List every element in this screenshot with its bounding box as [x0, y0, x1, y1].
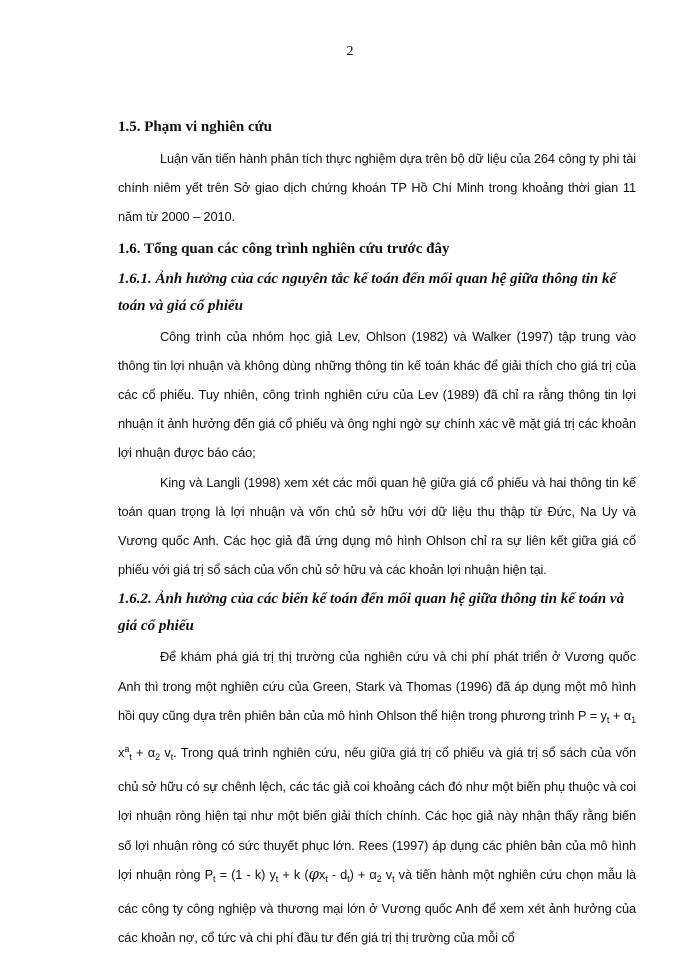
section-heading-1-6-2: 1.6.2. Ảnh hưởng của các biến kế toán đến mối quan hệ giữa thông tin kế toán và giá cổ phiếu: [118, 591, 625, 635]
section-heading-1-5: 1.5. Phạm vi nghiên cứu: [118, 119, 273, 135]
phi-symbol: φ: [308, 864, 319, 883]
document-body: [118, 116, 636, 952]
section-heading-1-6: 1.6. Tổng quan các công trình nghiên cứu trước đây: [118, 240, 450, 257]
section-1-6-2-paragraph: Để khám phá giá trị thị trường của nghiên cứu và chi phí phát triển ở Vương quốc Anh thì trong một nghiên cứu của Green, Stark và Thomas (1996) đã áp dụng một mô hình hồi quy cũng dựa trên phiên bản của mô hình Ohlson thể hiện trong phương trình $P = y_t + \alpha_1$ $x^a_t + \alpha_2$ $v_t$. Trong quá trình nghiên cứu, nếu giữa giá trị cổ phiếu và giá trị sổ sách của vốn chủ sở hữu có sự chênh lệch, các tác giả coi khoảng cách đó như một biến phụ thuộc và coi lợi nhuận ròng hiện tại như một biến giải thích chính. Các học giả này nhận thấy rằng biến số lợi nhuận ròng có sức thuyết phục lớn. Rees (1997) áp dụng các phiên bản của mô hình lợi nhuận ròng $P_t = (1 - k) y_t + k$ $(\varphi x_t - d_t) + \alpha_2$ $v_t$ và tiến hành một nghiên cứu chọn mẫu là các công ty công nghiệp và thương mại lớn ở Vương quốc Anh để xem xét ảnh hưởng của các khoản nợ, cổ tức và chi phí đầu tư đến giá trị thị trường của mỗi cổ: [118, 649, 636, 946]
section-1-6-1-paragraph-1: Công trình của nhóm học giả Lev, Ohlson (1982) và Walker (1997) tập trung vào thông tin lợi nhuận và không dùng những thông tin kế toán khác để giải thích cho giá trị của các cổ phiếu. Tuy nhiên, công trình nghiên cứu của Lev (1989) đã chỉ ra rằng thông tin lợi nhuận ít ảnh hưởng đến giá cổ phiếu và ông nghi ngờ sự chính xác về mặt giá trị các khoản lợi nhuận được báo cáo;: [118, 328, 636, 461]
page-number: 2: [346, 44, 354, 59]
section-1-5-paragraph: Luận văn tiến hành phân tích thực nghiệm dựa trên bộ dữ liệu của 264 công ty phi tài chính niêm yết trên Sở giao dịch chứng khoán TP Hồ Chí Minh trong khoảng thời gian 11 năm từ 2000 – 2010.: [118, 151, 636, 225]
section-1-6-1-paragraph-2: King và Langli (1998) xem xét các mối quan hệ giữa giá cổ phiếu và hai thông tin kế toán quan trọng là lợi nhuận và vốn chủ sở hữu với dữ liệu thu thập từ Đức, Na Uy và Vương quốc Anh. Các học giả đã ứng dụng mô hình Ohlson chỉ ra sự liên kết giữa giá cổ phiếu với giá trị sổ sách của vốn chủ sở hữu và các khoản lợi nhuận hiện tại.: [118, 474, 636, 578]
section-heading-1-6-1: 1.6.1. Ảnh hưởng của các nguyên tắc kế toán đến mối quan hệ giữa thông tin kế toán và giá cổ phiếu: [118, 270, 617, 314]
